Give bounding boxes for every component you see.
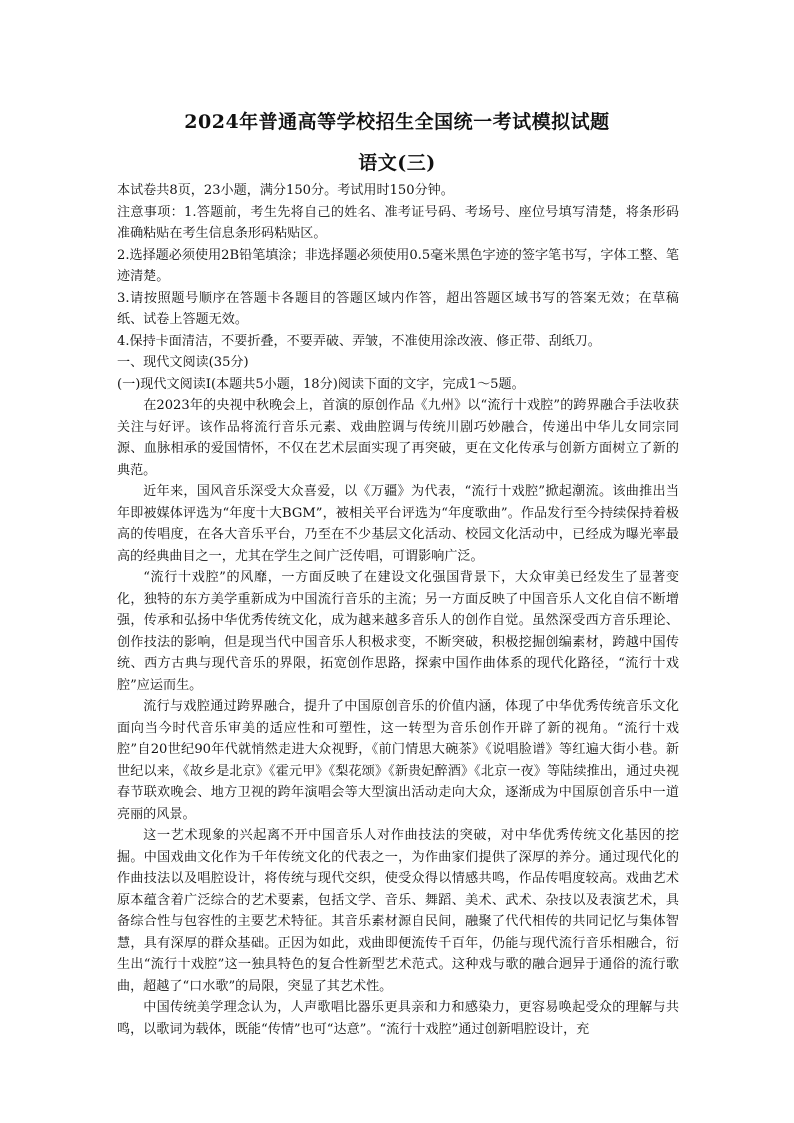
section-heading: 一、现代文阅读(35分) <box>117 355 249 370</box>
instruction-3: 3.请按照题号顺序在答题卡各题目的答题区域内作答，超出答题区域书写的答案无效；在草稿纸、试卷上答题无效。 <box>117 290 679 327</box>
page-title: 2024年普通高等学校招生全国统一考试模拟试题 <box>184 111 610 133</box>
instruction-1: 注意事项：1.答题前，考生先将自己的姓名、准考证号码、考场号、座位号填写清楚，将条形码准确粘贴在考生信息条形码粘贴区。 <box>117 204 679 241</box>
document-body <box>117 180 679 1040</box>
passage-paragraph-2: 近年来，国风音乐深受大众喜爱，以《万疆》为代表，“流行十戏腔”掀起潮流。该曲推出当年即被媒体评选为“年度十大BGM”，被相关平台评选为“年度歌曲”。作品发行至今持续保持着极高的传唱度，在各大音乐平台，乃至在不少基层文化活动、校园文化活动中，已经成为曝光率最高的经典曲目之一，尤其在学生之间广泛传唱，可谓影响广泛。 <box>117 484 679 564</box>
exam-info: 本试卷共8页，23小题，满分150分。考试用时150分钟。 <box>117 183 454 198</box>
passage-paragraph-1: 在2023年的央视中秋晚会上，首演的原创作品《九州》以“流行十戏腔”的跨界融合手法收获关注与好评。该作品将流行音乐元素、戏曲腔调与传统川剧巧妙融合，传递出中华儿女同宗同源、血脉相承的爱国情怀，不仅在艺术层面实现了再突破，更在文化传承与创新方面树立了新的典范。 <box>117 398 679 478</box>
page-subtitle: 语文(三) <box>358 152 436 174</box>
passage-paragraph-6: 中国传统美学理念认为，人声歌唱比器乐更具亲和力和感染力，更容易唤起受众的理解与共鸣，以歌词为载体，既能“传情”也可“达意”。“流行十戏腔”通过创新唱腔设计，充 <box>117 1000 679 1037</box>
passage-paragraph-5: 这一艺术现象的兴起离不开中国音乐人对作曲技法的突破，对中华优秀传统文化基因的挖掘。中国戏曲文化作为千年传统文化的代表之一，为作曲家们提供了深厚的养分。通过现代化的作曲技法以及唱腔设计，将传统与现代交织，使受众得以情感共鸣，作品传唱度较高。戏曲艺术原本蕴含着广泛综合的艺术要素，包括文学、音乐、舞蹈、美术、武术、杂技以及表演艺术，具备综合性与包容性的主要艺术特征。其音乐素材源自民间，融聚了代代相传的共同记忆与集体智慧，具有深厚的群众基础。正因为如此，戏曲即便流传千百年，仍能与现代流行音乐相融合，衍生出“流行十戏腔”这一独具特色的复合性新型艺术范式。这种戏与歌的融合迥异于通俗的流行歌曲，超越了“口水歌”的局限，突显了其艺术性。 <box>117 828 679 994</box>
passage-paragraph-4: 流行与戏腔通过跨界融合，提升了中国原创音乐的价值内涵，体现了中华优秀传统音乐文化面向当今时代音乐审美的适应性和可塑性，这一转型为音乐创作开辟了新的视角。“流行十戏腔”自20世纪90年代就悄然走进大众视野，《前门情思大碗茶》《说唱脸谱》等红遍大街小巷。新世纪以来，《故乡是北京》《霍元甲》《梨花颂》《新贵妃醉酒》《北京一夜》等陆续推出，通过央视春节联欢晚会、地方卫视的跨年演唱会等大型演出活动走向大众，逐渐成为中国原创音乐中一道亮丽的风景。 <box>117 699 679 822</box>
instruction-4: 4.保持卡面清洁，不要折叠，不要弄破、弄皱，不准使用涂改液、修正带、刮纸刀。 <box>117 333 601 349</box>
passage-paragraph-3: “流行十戏腔”的风靡，一方面反映了在建设文化强国背景下，大众审美已经发生了显著变化，独特的东方美学重新成为中国流行音乐的主流；另一方面反映了中国音乐人文化自信不断增强，传承和弘扬中华优秀传统文化，成为越来越多音乐人的创作自觉。虽然深受西方音乐理论、创作技法的影响，但是现当代中国音乐人积极求变，不断突破，积极挖掘创编素材，跨越中国传统、西方古典与现代音乐的界限，拓宽创作思路，探索中国作曲体系的现代化路径，“流行十戏腔”应运而生。 <box>117 570 679 693</box>
instruction-2: 2.选择题必须使用2B铅笔填涂；非选择题必须使用0.5毫米黑色字迹的签字笔书写，字体工整、笔迹清楚。 <box>117 247 679 284</box>
section-subheading: (一)现代文阅读Ⅰ(本题共5小题，18分)阅读下面的文字，完成1～5题。 <box>117 376 525 392</box>
